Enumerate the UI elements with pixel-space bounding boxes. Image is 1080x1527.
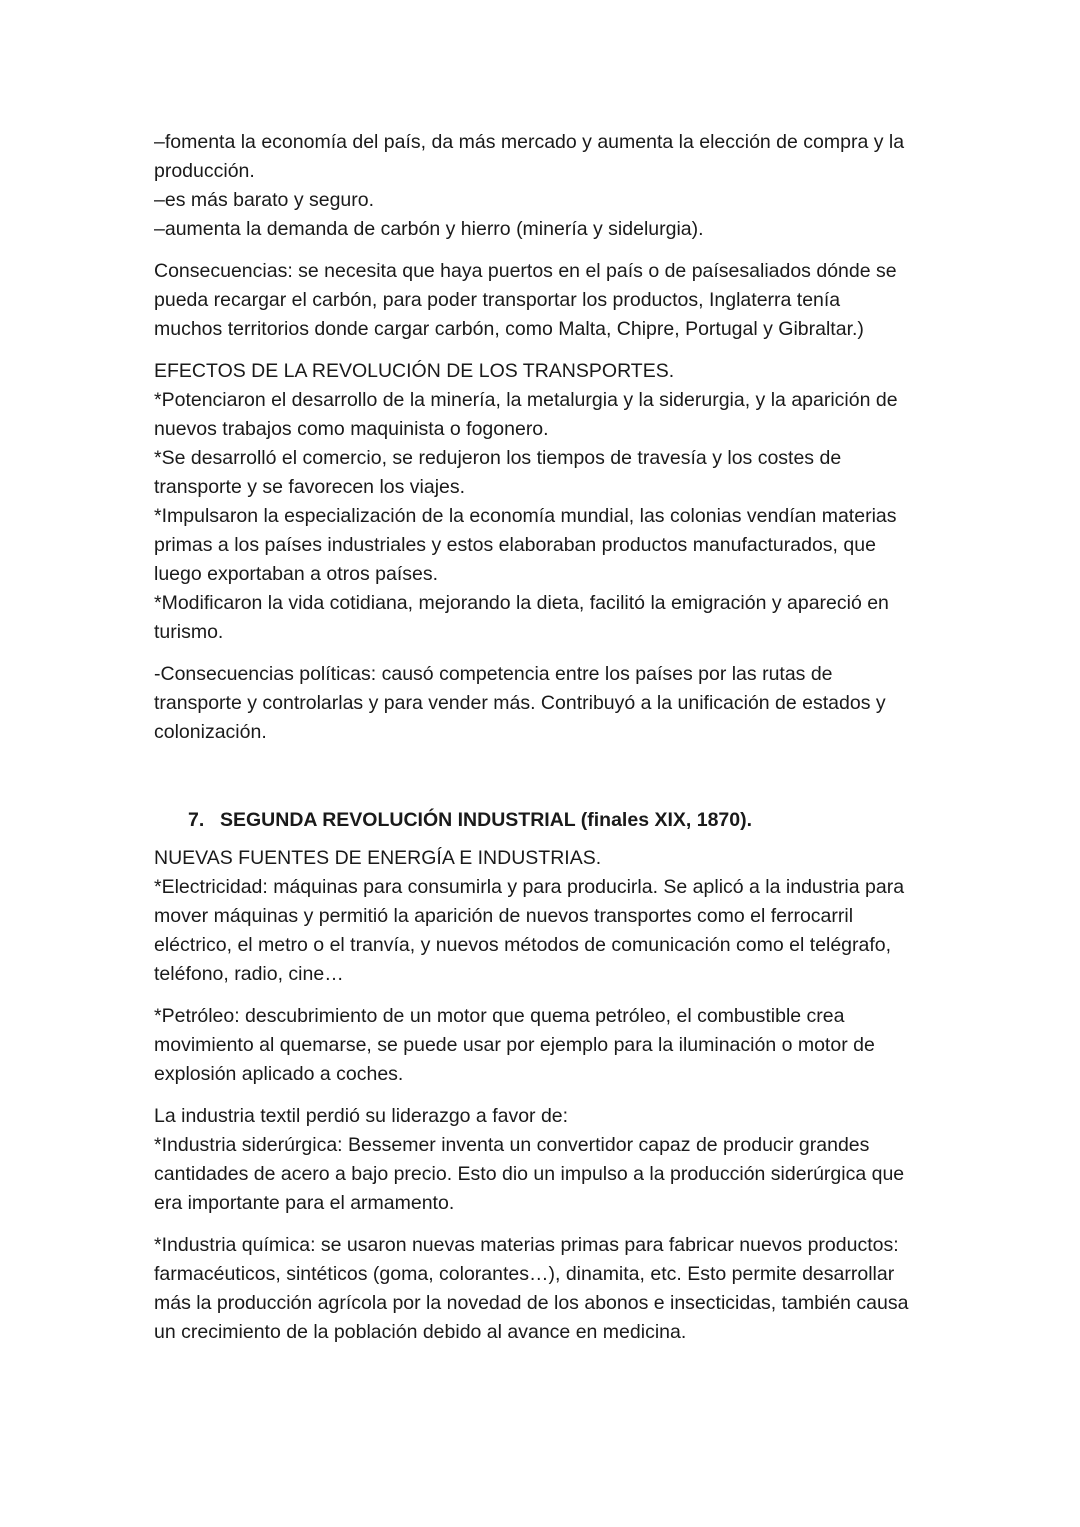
text-line: *Petróleo: descubrimiento de un motor que quema petróleo, el combustible crea <box>154 1005 845 1027</box>
text-line: nuevos trabajos como maquinista o fogonero. <box>154 418 549 440</box>
text-line: –es más barato y seguro. <box>154 189 375 211</box>
text-line: –aumenta la demanda de carbón y hierro (minería y sidelurgia). <box>154 218 704 240</box>
paragraph-political-consequences <box>154 660 934 747</box>
text-line: *Industria siderúrgica: Bessemer inventa un convertidor capaz de producir grandes <box>154 1134 870 1156</box>
text-line: movimiento al quemarse, se puede usar por ejemplo para la iluminación o motor de <box>154 1034 875 1056</box>
text-line: *Electricidad: máquinas para consumirla y para producirla. Se aplicó a la industria para <box>154 876 905 898</box>
text-line: más la producción agrícola por la novedad de los abonos e insecticidas, también causa <box>154 1292 909 1314</box>
text-line: turismo. <box>154 621 224 643</box>
text-line: eléctrico, el metro o el tranvía, y nuevos métodos de comunicación como el telégrafo, <box>154 934 892 956</box>
text-line: transporte y se favorecen los viajes. <box>154 476 466 498</box>
text-line: pueda recargar el carbón, para poder transportar los productos, Inglaterra tenía <box>154 289 841 311</box>
text-line: La industria textil perdió su liderazgo a favor de: <box>154 1105 569 1127</box>
text-line: Consecuencias: se necesita que haya puertos en el país o de paísesaliados dónde se <box>154 260 897 282</box>
paragraph-steel-industry <box>154 1102 934 1218</box>
paragraph-advantages <box>154 128 934 244</box>
document-body <box>154 128 934 1360</box>
text-line: muchos territorios donde cargar carbón, como Malta, Chipre, Portugal y Gibraltar.) <box>154 318 864 340</box>
text-line: *Industria química: se usaron nuevas materias primas para fabricar nuevos productos: <box>154 1234 899 1256</box>
text-line: un crecimiento de la población debido al avance en medicina. <box>154 1321 687 1343</box>
text-line: teléfono, radio, cine… <box>154 963 344 985</box>
subheading-new-energy: NUEVAS FUENTES DE ENERGÍA E INDUSTRIAS. <box>154 847 602 869</box>
text-line: *Potenciaron el desarrollo de la minería, la metalurgia y la siderurgia, y la aparición de <box>154 389 898 411</box>
section-number: 7. <box>188 809 205 831</box>
text-line: era importante para el armamento. <box>154 1192 455 1214</box>
paragraph-new-energy <box>154 844 934 989</box>
text-line: explosión aplicado a coches. <box>154 1063 404 1085</box>
text-line: transporte y controlarlas y para vender más. Contribuyó a la unificación de estados y <box>154 692 886 714</box>
text-line: cantidades de acero a bajo precio. Esto dio un impulso a la producción siderúrgica que <box>154 1163 905 1185</box>
spacer <box>154 760 934 806</box>
text-line: farmacéuticos, sintéticos (goma, colorantes…), dinamita, etc. Esto permite desarrollar <box>154 1263 895 1285</box>
paragraph-petroleum <box>154 1002 934 1089</box>
text-line: -Consecuencias políticas: causó competencia entre los países por las rutas de <box>154 663 833 685</box>
text-line: producción. <box>154 160 255 182</box>
text-line: mover máquinas y permitió la aparición de nuevos transportes como el ferrocarril <box>154 905 854 927</box>
text-line: *Se desarrolló el comercio, se redujeron los tiempos de travesía y los costes de <box>154 447 842 469</box>
text-line: primas a los países industriales y estos elaboraban productos manufacturados, que <box>154 534 876 556</box>
text-line: –fomenta la economía del país, da más mercado y aumenta la elección de compra y la <box>154 131 905 153</box>
subheading-transport-effects: EFECTOS DE LA REVOLUCIÓN DE LOS TRANSPORTES. <box>154 360 675 382</box>
paragraph-chemical-industry <box>154 1231 934 1347</box>
paragraph-consequences <box>154 257 934 344</box>
paragraph-transport-effects <box>154 357 934 647</box>
text-line: luego exportaban a otros países. <box>154 563 439 585</box>
section-heading <box>154 806 934 835</box>
text-line: *Impulsaron la especialización de la economía mundial, las colonias vendían materias <box>154 505 897 527</box>
section-title: SEGUNDA REVOLUCIÓN INDUSTRIAL (finales XIX, 1870). <box>220 809 753 831</box>
text-line: colonización. <box>154 721 267 743</box>
text-line: *Modificaron la vida cotidiana, mejorando la dieta, facilitó la emigración y apareció en <box>154 592 889 614</box>
